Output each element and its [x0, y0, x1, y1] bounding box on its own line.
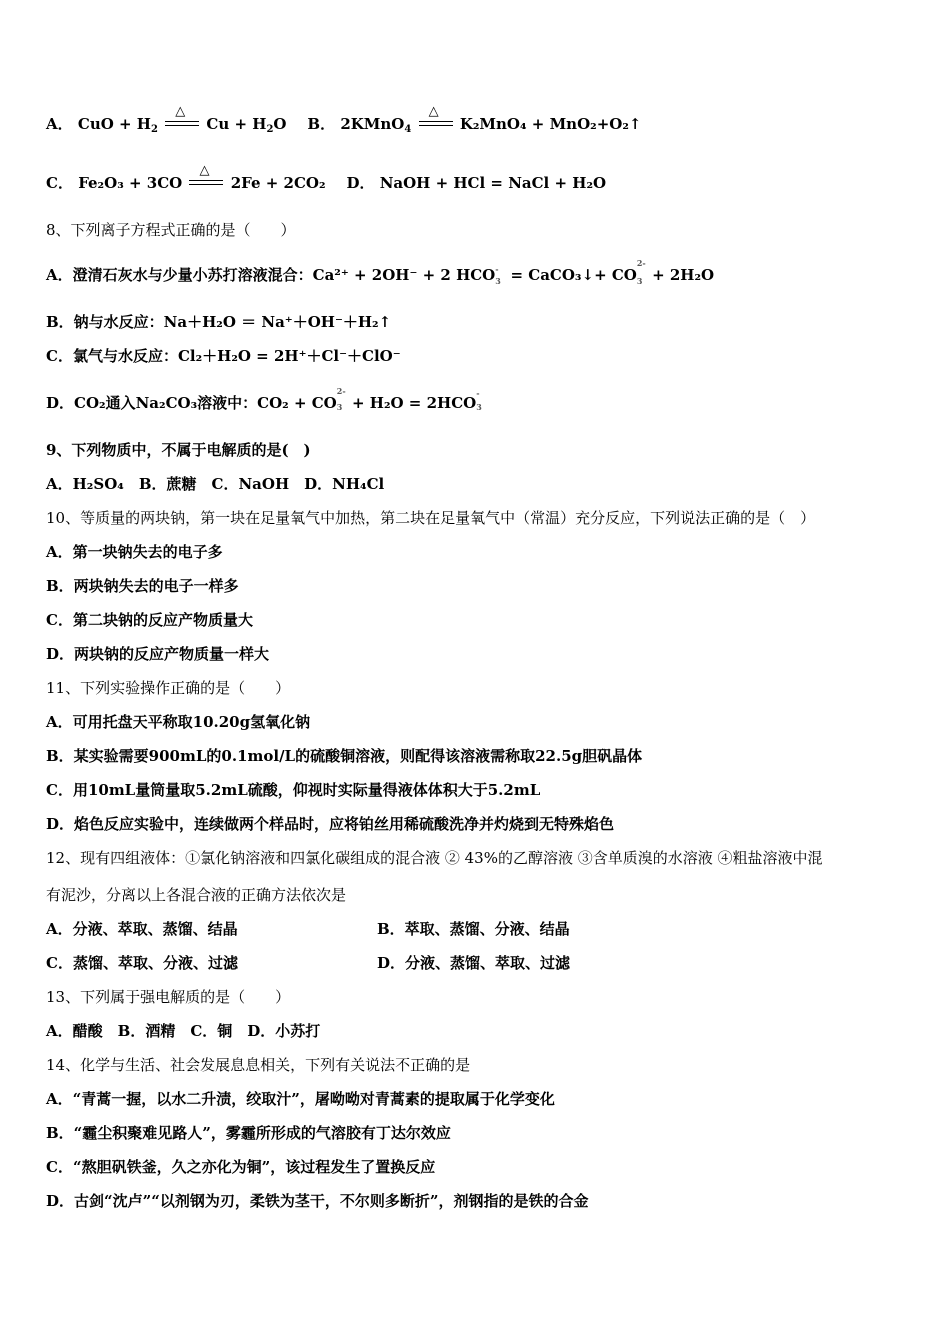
- q11-option-d: D．焰色反应实验中，连续做两个样品时，应将铂丝用稀硫酸洗净并灼烧到无特殊焰色: [46, 815, 615, 833]
- q11-option-c: C．用10mL量筒量取5.2mL硫酸，仰视时实际量得液体体积大于5.2mL: [46, 781, 541, 799]
- heat-condition-arrow: △: [419, 114, 453, 134]
- q8-option-c: C．氯气与水反应：Cl₂＋H₂O = 2H⁺＋Cl⁻＋ClO⁻: [46, 347, 401, 365]
- q12-stem-line2: 有泥沙，分离以上各混合液的正确方法依次是: [46, 886, 347, 904]
- q14-option-b: B．“霾尘积聚难见路人”，雾霾所形成的气溶胶有丁达尔效应: [46, 1124, 451, 1142]
- q7-a-label: A．: [46, 115, 73, 133]
- q11-option-a: A．可用托盘天平称取10.20g氢氧化钠: [46, 713, 311, 731]
- q12-stem-line1: 12、现有四组液体：①氯化钠溶液和四氯化碳组成的混合液 ② 43%的乙醇溶液 ③含单质溴的水溶液 ④粗盐溶液中混: [46, 849, 823, 867]
- q7-c-label: C．: [46, 174, 73, 192]
- q7-c-eq-right: 2Fe + 2CO₂: [230, 174, 326, 192]
- q10-option-a: A．第一块钠失去的电子多: [46, 543, 223, 561]
- q10-option-c: C．第二块钠的反应产物质量大: [46, 611, 253, 629]
- q14-option-d: D．古剑“沈卢”“以剂钢为刃，柔铁为茎干，不尔则多断折”，剂钢指的是铁的合金: [46, 1192, 589, 1210]
- q7-b-label: B．: [307, 115, 336, 133]
- q12-options-row2: [46, 953, 746, 973]
- q11-stem: 11、下列实验操作正确的是（ ）: [46, 679, 291, 697]
- q12-option-b: B．萃取、蒸馏、分液、结晶: [377, 920, 570, 938]
- q7-row-ab: A． CuO + $H_2$ △ $Cu + H_2O$ B． 2KMnO$_4$ △ K₂MnO₄ + MnO₂+O₂↑: [46, 104, 642, 135]
- q10-option-b: B．两块钠失去的电子一样多: [46, 577, 239, 595]
- heat-condition-arrow: △: [165, 114, 199, 134]
- q7-a-eq-left: CuO + H: [77, 115, 151, 133]
- q12-option-d: D．分液、蒸馏、萃取、过滤: [377, 954, 571, 972]
- q11-option-b: B．某实验需要900mL的0.1mol/L的硫酸铜溶液，则配得该溶液需称取22.5g胆矾晶体: [46, 747, 643, 765]
- q8-option-a: A．澄清石灰水与少量小苏打溶液混合：Ca²⁺ + 2OH⁻ + 2 HCO - 3 = CaCO₃↓+ CO 2- 3 + 2H₂O: [46, 258, 715, 286]
- q12-options-row1: [46, 919, 746, 939]
- q8-option-d: D．CO₂通入Na₂CO₃溶液中：CO₂ + CO 2- 3 + H₂O = 2HCO - 3: [46, 386, 482, 412]
- q8-option-b: B．钠与水反应：Na＋H₂O ＝ Na⁺＋OH⁻＋H₂↑: [46, 313, 392, 331]
- q14-option-c: C．“熬胆矾铁釜，久之亦化为铜”，该过程发生了置换反应: [46, 1158, 436, 1176]
- q12-option-a: A．分液、萃取、蒸馏、结晶: [46, 920, 238, 938]
- q7-b-eq-right: K₂MnO₄ + MnO₂+O₂↑: [459, 115, 642, 133]
- q10-option-d: D．两块钠的反应产物质量一样大: [46, 645, 270, 663]
- q7-d-label: D．: [346, 174, 375, 192]
- q8-stem: 8、下列离子方程式正确的是（ ）: [46, 221, 296, 239]
- q7-c-eq-left: Fe₂O₃ + 3CO: [78, 174, 183, 192]
- q13-stem: 13、下列属于强电解质的是（ ）: [46, 988, 291, 1006]
- q12-option-c: C．蒸馏、萃取、分液、过滤: [46, 954, 238, 972]
- q9-options: A．H₂SO₄ B．蔗糖 C．NaOH D．NH₄Cl: [46, 475, 385, 493]
- q14-option-a: A．“青蒿一握，以水二升渍，绞取汁”，屠呦呦对青蒿素的提取属于化学变化: [46, 1090, 555, 1108]
- q7-row-cd: [46, 163, 607, 193]
- q10-stem: 10、等质量的两块钠，第一块在足量氧气中加热，第二块在足量氧气中（常温）充分反应，下列说法正确的是（ ）: [46, 509, 816, 527]
- q9-stem: 9、下列物质中，不属于电解质的是( ): [46, 441, 311, 459]
- heat-condition-arrow: △: [189, 173, 223, 193]
- q7-b-eq-left: 2KMnO: [340, 115, 405, 133]
- q7-d-eq: NaOH + HCl = NaCl + H₂O: [379, 174, 607, 192]
- q7-a-eq-right: Cu + H: [206, 115, 267, 133]
- q14-stem: 14、化学与生活、社会发展息息相关，下列有关说法不正确的是: [46, 1056, 471, 1074]
- q13-options: A．醋酸 B．酒精 C．铜 D．小苏打: [46, 1022, 321, 1040]
